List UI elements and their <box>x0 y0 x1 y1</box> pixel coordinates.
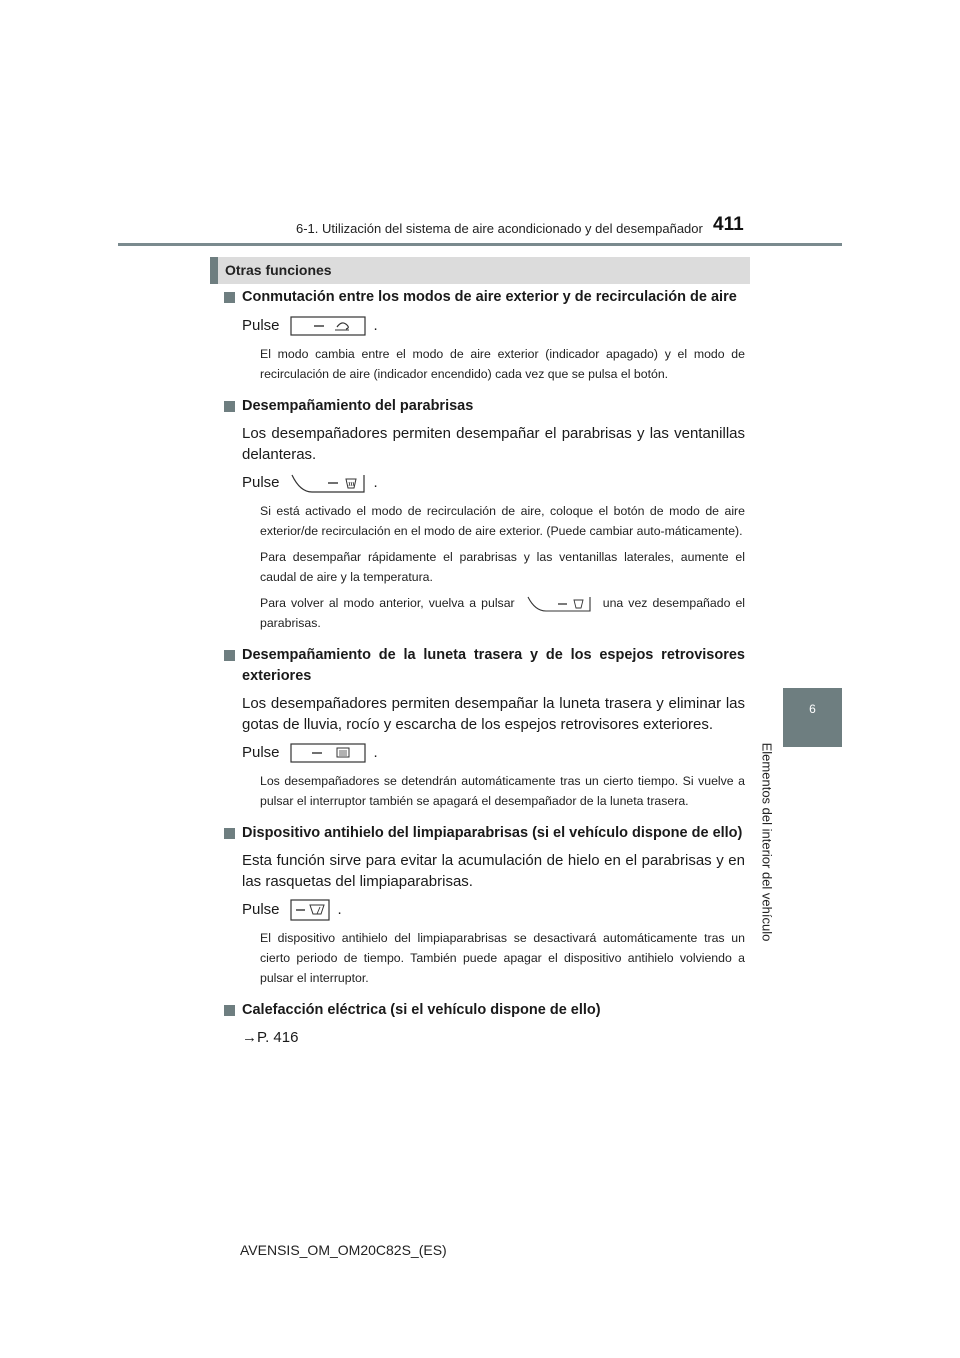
item-body: Esta función sirve para evitar la acumulación de hielo en el parabrisas y en las rasquetas del limpiaparabrisas. <box>242 852 745 890</box>
pulse-line: Pulse . <box>242 317 378 334</box>
item-heading: Desempañamiento de la luneta trasera y de los espejos retrovisores exteriores <box>223 645 745 687</box>
page-number: 411 <box>713 214 744 235</box>
square-bullet-icon <box>224 828 235 839</box>
wiper-deicer-button-icon <box>290 899 330 921</box>
square-bullet-icon <box>224 292 235 303</box>
windshield-defogger-button-icon <box>290 472 366 494</box>
chapter-tab: 6 <box>783 688 842 747</box>
note-text: Los desempañadores se detendrán automáticamente tras un cierto tiempo. Si vuelve a pulsar el interruptor también se apagará el desempañador de la luneta trasera. <box>260 774 745 808</box>
item-heading: Calefacción eléctrica (si el vehículo dispone de ello) <box>223 1000 745 1021</box>
item-body: Los desempañadores permiten desempañar el parabrisas y las ventanillas delanteras. <box>242 425 745 463</box>
pulse-line: Pulse . <box>242 471 745 495</box>
pulse-line: Pulse . <box>242 744 378 761</box>
content-column <box>223 287 745 1055</box>
pulse-line: Pulse . <box>242 898 745 922</box>
section-title: Otras funciones <box>225 262 332 278</box>
windshield-defogger-button-icon <box>526 595 592 613</box>
note-text: Si está activado el modo de recirculación de aire, coloque el botón de modo de aire exterior/de recirculación en el modo de aire exterior. (Puede cambiar auto-máticamente). <box>260 504 745 538</box>
square-bullet-icon <box>224 401 235 412</box>
item-body: Los desempañadores permiten desempañar la luneta trasera y eliminar las gotas de lluvia, rocío y escarcha de los espejos retrovisores exteriores. <box>242 695 745 733</box>
item-heading: Dispositivo antihielo del limpiaparabrisas (si el vehículo dispone de ello) <box>223 823 745 844</box>
recirculation-button-icon <box>290 316 366 336</box>
section-header <box>210 257 750 284</box>
chapter-side-label: Elementos del interior del vehículo <box>759 742 775 942</box>
item-heading: Conmutación entre los modos de aire exterior y de recirculación de aire <box>223 287 745 308</box>
item-heading: Desempañamiento del parabrisas <box>223 396 745 417</box>
page-reference-link[interactable]: →P. 416 <box>242 1029 299 1046</box>
rear-defogger-button-icon <box>290 743 366 763</box>
header-rule <box>118 243 842 246</box>
square-bullet-icon <box>224 1005 235 1016</box>
square-bullet-icon <box>224 650 235 661</box>
section-accent <box>210 257 218 284</box>
note-text: Para desempañar rápidamente el parabrisas y las ventanillas laterales, aumente el caudal de aire y la temperatura. <box>260 550 745 584</box>
note-text: Para volver al modo anterior, vuelva a pulsar una vez desempañado el parabrisas. <box>260 596 746 630</box>
document-code: AVENSIS_OM_OM20C82S_(ES) <box>240 1242 447 1258</box>
note-text: El modo cambia entre el modo de aire exterior (indicador apagado) y el modo de recirculación de aire (indicador encendido) cada vez que se pulsa el botón. <box>260 347 745 381</box>
note-text: El dispositivo antihielo del limpiaparabrisas se desactivará automáticamente tras un cierto periodo de tiempo. También puede apagar el dispositivo antihielo volviendo a pulsar el interruptor. <box>260 931 745 985</box>
running-header: 6-1. Utilización del sistema de aire acondicionado y del desempañador <box>296 221 703 236</box>
